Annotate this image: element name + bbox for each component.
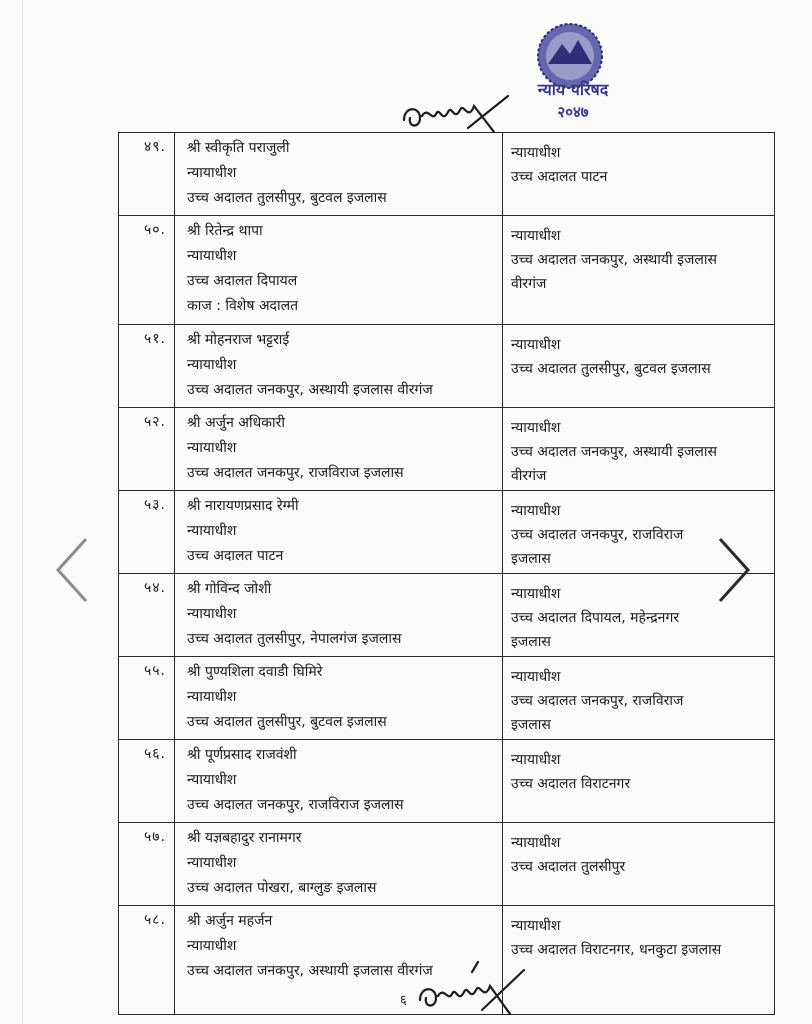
new-designation: न्यायाधीश <box>511 918 561 934</box>
serial-number: ५७. <box>119 823 175 906</box>
designation: न्यायाधीश <box>187 855 237 871</box>
serial-number: ४९. <box>119 133 175 216</box>
table-body <box>119 133 775 1015</box>
new-court: उच्च अदालत तुलसीपुर <box>511 859 626 875</box>
designation: न्यायाधीश <box>187 606 237 622</box>
new-position <box>503 408 775 491</box>
new-court: उच्च अदालत जनकपुर, राजविराज <box>511 527 684 543</box>
designation: न्यायाधीश <box>187 523 237 539</box>
new-court-cont: इजलास <box>511 717 551 733</box>
court: उच्च अदालत तुलसीपुर, बुटवल इजलास <box>187 714 387 730</box>
page-number: ६ <box>400 993 407 1008</box>
court: उच्च अदालत पाटन <box>187 548 284 564</box>
designation: न्यायाधीश <box>187 689 237 705</box>
new-designation: न्यायाधीश <box>511 145 561 161</box>
new-court: उच्च अदालत विराटनगर, धनकुटा इजलास <box>511 942 722 958</box>
new-position <box>503 133 775 216</box>
seal-text <box>512 78 634 122</box>
new-position <box>503 657 775 740</box>
new-court: उच्च अदालत दिपायल, महेन्द्रनगर <box>511 610 680 626</box>
page-edge <box>22 0 23 1024</box>
judge-name: श्री पुण्यशिला दवाडी घिमिरे <box>187 664 323 680</box>
court: उच्च अदालत दिपायल <box>187 273 298 289</box>
new-position <box>503 216 775 325</box>
chevron-left-icon <box>50 535 94 605</box>
court: उच्च अदालत जनकपुर, अस्थायी इजलास वीरगंज <box>187 382 433 398</box>
current-position <box>175 325 503 408</box>
court: उच्च अदालत जनकपुर, अस्थायी इजलास वीरगंज <box>187 963 433 979</box>
new-designation: न्यायाधीश <box>511 835 561 851</box>
serial-number: ५०. <box>119 216 175 325</box>
designation: न्यायाधीश <box>187 357 237 373</box>
new-designation: न्यायाधीश <box>511 586 561 602</box>
seal-name: न्याय परिषद <box>537 80 609 99</box>
table-row <box>119 216 775 325</box>
table-row <box>119 325 775 408</box>
serial-number: ५२. <box>119 408 175 491</box>
court: उच्च अदालत जनकपुर, राजविराज इजलास <box>187 797 404 813</box>
new-court-cont: इजलास <box>511 551 551 567</box>
council-seal <box>512 18 634 136</box>
new-position <box>503 325 775 408</box>
new-court-cont: इजलास <box>511 634 551 650</box>
current-position <box>175 574 503 657</box>
table-row <box>119 133 775 216</box>
previous-page-button[interactable] <box>50 535 94 605</box>
signature-bottom <box>412 960 532 1020</box>
designation: न्यायाधीश <box>187 772 237 788</box>
court: उच्च अदालत जनकपुर, राजविराज इजलास <box>187 465 404 481</box>
current-position <box>175 216 503 325</box>
new-designation: न्यायाधीश <box>511 669 561 685</box>
new-designation: न्यायाधीश <box>511 420 561 436</box>
table-row <box>119 740 775 823</box>
judge-name: श्री यज्ञबहादुर रानामगर <box>187 830 302 846</box>
current-position <box>175 491 503 574</box>
serial-number: ५१. <box>119 325 175 408</box>
judge-name: श्री अर्जुन अधिकारी <box>187 415 285 431</box>
table-row <box>119 491 775 574</box>
new-court: उच्च अदालत जनकपुर, राजविराज <box>511 693 684 709</box>
designation: न्यायाधीश <box>187 248 237 264</box>
serial-number: ५३. <box>119 491 175 574</box>
judge-name: श्री पूर्णप्रसाद राजवंशी <box>187 747 297 763</box>
current-position <box>175 408 503 491</box>
current-position <box>175 823 503 906</box>
next-page-button[interactable] <box>712 535 756 605</box>
current-position <box>175 657 503 740</box>
new-court: उच्च अदालत जनकपुर, अस्थायी इजलास <box>511 444 717 460</box>
new-court-cont: वीरगंज <box>511 468 547 484</box>
table-row <box>119 657 775 740</box>
designation: न्यायाधीश <box>187 938 237 954</box>
serial-number: ५६. <box>119 740 175 823</box>
chevron-right-icon <box>712 535 756 605</box>
deputation: काज : विशेष अदालत <box>187 298 299 314</box>
judge-name: श्री नारायणप्रसाद रेग्मी <box>187 498 299 514</box>
serial-number: ५५. <box>119 657 175 740</box>
new-position <box>503 740 775 823</box>
table-row <box>119 823 775 906</box>
new-designation: न्यायाधीश <box>511 503 561 519</box>
serial-number: ५४. <box>119 574 175 657</box>
new-designation: न्यायाधीश <box>511 228 561 244</box>
judge-name: श्री स्वीकृति पराजुली <box>187 140 290 156</box>
transfer-table <box>118 132 775 1015</box>
new-court: उच्च अदालत पाटन <box>511 169 608 185</box>
judge-name: श्री मोहनराज भट्टराई <box>187 332 290 348</box>
new-court-cont: वीरगंज <box>511 276 547 292</box>
current-position <box>175 133 503 216</box>
new-court: उच्च अदालत तुलसीपुर, बुटवल इजलास <box>511 361 711 377</box>
new-court: उच्च अदालत विराटनगर <box>511 776 631 792</box>
court: उच्च अदालत तुलसीपुर, बुटवल इजलास <box>187 190 387 206</box>
judge-name: श्री गोविन्द जोशी <box>187 581 272 597</box>
new-court: उच्च अदालत जनकपुर, अस्थायी इजलास <box>511 252 717 268</box>
judge-name: श्री रितेन्द्र थापा <box>187 223 263 239</box>
new-position <box>503 823 775 906</box>
table-row <box>119 574 775 657</box>
designation: न्यायाधीश <box>187 165 237 181</box>
new-position <box>503 906 775 1015</box>
court: उच्च अदालत तुलसीपुर, नेपालगंज इजलास <box>187 631 402 647</box>
table-row <box>119 408 775 491</box>
designation: न्यायाधीश <box>187 440 237 456</box>
new-designation: न्यायाधीश <box>511 752 561 768</box>
judge-name: श्री अर्जुन महर्जन <box>187 913 273 929</box>
serial-number: ५८. <box>119 906 175 1015</box>
court: उच्च अदालत पोखरा, बाग्लुङ इजलास <box>187 880 377 896</box>
current-position <box>175 740 503 823</box>
seal-year: २०४७ <box>557 103 589 121</box>
new-designation: न्यायाधीश <box>511 337 561 353</box>
